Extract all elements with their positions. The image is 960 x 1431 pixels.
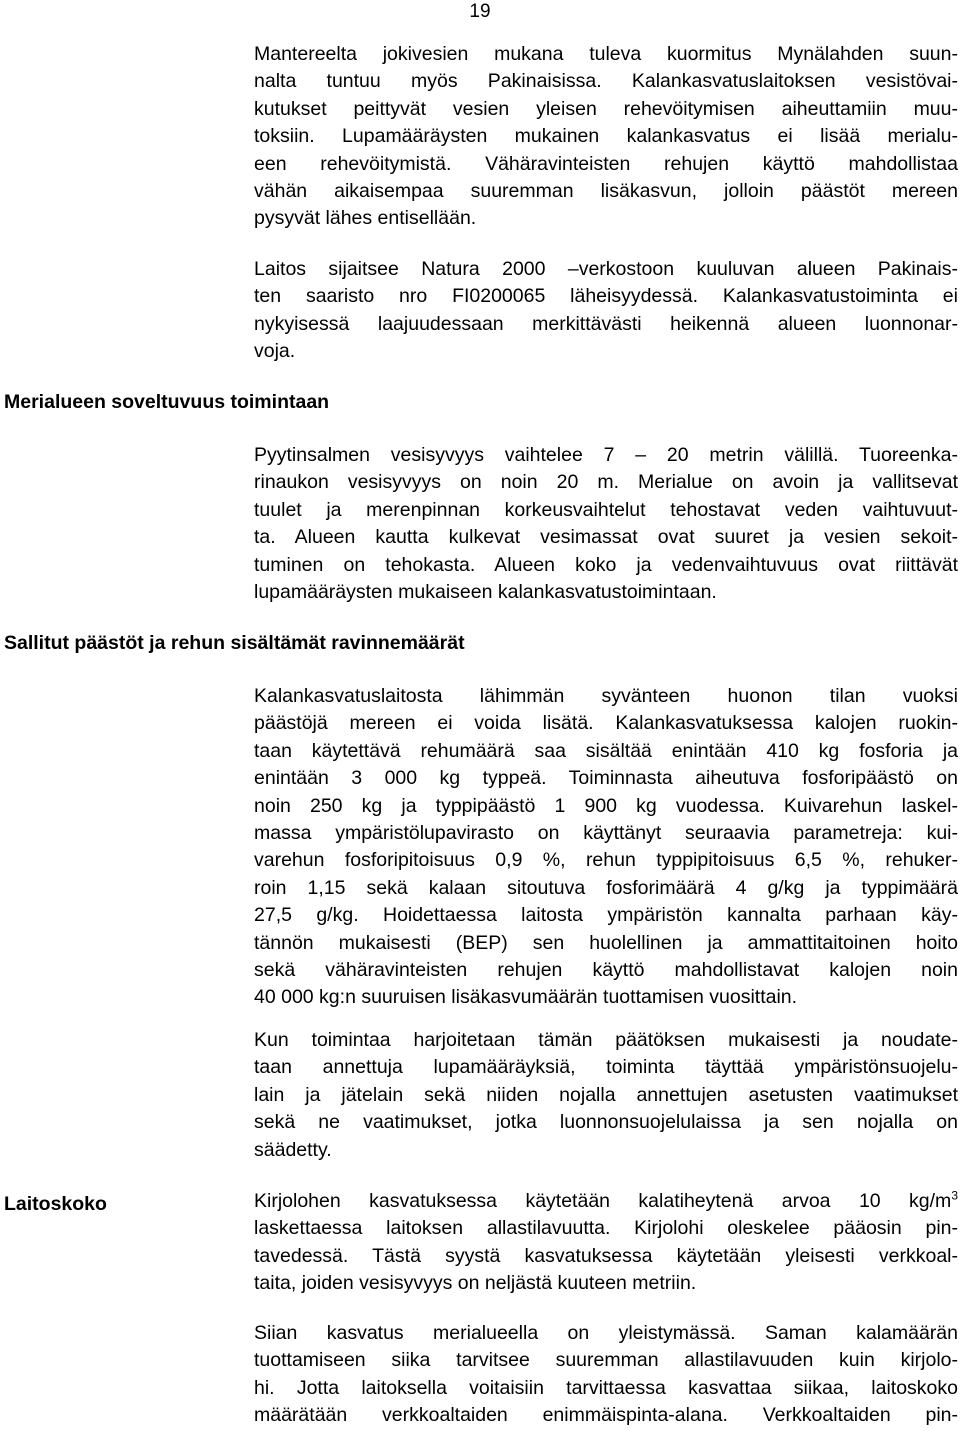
text-line: tännön mukaisesti (BEP) sen huolellinen ja ammattitaitoinen hoito [254, 931, 958, 954]
text-line: toksiin. Lupamääräysten mukainen kalankasvatus ei lisää merialu- [254, 125, 958, 148]
text-line: enintään 3 000 kg typpeä. Toiminnasta aiheutuva fosforipäästö on [254, 767, 958, 790]
text-line: taan annettuja lupamääräyksiä, toiminta täyttää ympäristönsuojelu- [254, 1056, 958, 1079]
text-line: nykyisessä laajuudessaan merkittävästi heikennä alueen luonnonar- [254, 312, 958, 335]
text-segment: Kirjolohen kasvatuksessa käytetään kalatiheytenä arvoa 10 kg/m [254, 1190, 952, 1212]
text-line: määrätään verkkoaltaiden enimmäispinta-alana. Verkkoaltaiden pin- [254, 1404, 958, 1427]
text-line: hi. Jotta laitoksella voitaisiin tarvittaessa kasvattaa siikaa, laitoskoko [254, 1376, 958, 1399]
text-line: Kun toimintaa harjoitetaan tämän päätöksen mukaisesti ja noudate- [254, 1029, 958, 1051]
text-line: voja. [254, 340, 296, 363]
text-line: sekä ne vaatimukset, jotka luonnonsuojelulaissa ja sen nojalla on [254, 1111, 958, 1134]
text-line: roin 1,15 sekä kalaan sitoutuva fosforimäärä 4 g/kg ja typpimäärä [254, 876, 958, 899]
text-line: massa ympäristölupavirasto on käyttänyt seuraavia parametreja: kui- [254, 822, 958, 845]
page-number: 19 [469, 1, 491, 22]
paragraph-water-depth [254, 442, 958, 606]
section-heading-emissions: Sallitut päästöt ja rehun sisältämät ravinnemäärät [4, 632, 465, 654]
paragraph-trout-density [254, 1188, 958, 1298]
text-line: Kalankasvatuslaitosta lähimmän syvänteen huonon tilan vuoksi [254, 685, 958, 707]
text-line: lain ja jätelain sekä niiden nojalla annettujen asetusten vaatimukset [254, 1083, 958, 1106]
text-line [254, 1188, 958, 1215]
text-line: varehun fosforipitoisuus 0,9 %, rehun typpipitoisuus 6,5 %, rehuker- [254, 849, 958, 872]
text-line: laskettaessa laitoksen allastilavuutta. Kirjolohi oleskelee pääosin pin- [254, 1217, 958, 1240]
text-line: päästöjä mereen ei voida lisätä. Kalankasvatuksessa kalojen ruokin- [254, 712, 958, 735]
section-heading-suitability: Merialueen soveltuvuus toimintaan [4, 391, 330, 413]
paragraph-compliance [254, 1027, 958, 1164]
text-line: pysyvät lähes entisellään. [254, 207, 477, 230]
paragraph-load-impact [254, 41, 958, 233]
text-line: kutukset peittyvät vesien yleisen rehevöitymisen aiheuttamiin muu- [254, 97, 958, 120]
text-line: lupamääräysten mukaiseen kalankasvatustoimintaan. [254, 581, 717, 604]
text-line: taan käytettävä rehumäärä saa sisältää enintään 410 kg fosforia ja [254, 739, 958, 762]
text-line: tuulet ja merenpinnan korkeusvaihtelut tehostavat veden vaihtuvuut- [254, 498, 958, 521]
paragraph-natura [254, 256, 958, 366]
text-line: Mantereelta jokivesien mukana tuleva kuormitus Mynälahden suun- [254, 43, 958, 65]
text-line: ta. Alueen kautta kulkevat vesimassat ovat suuret ja vesien sekoit- [254, 526, 958, 549]
text-line: Laitos sijaitsee Natura 2000 –verkostoon kuuluvan alueen Pakinais- [254, 258, 958, 280]
text-line: säädetty. [254, 1138, 332, 1161]
text-line: tuottamiseen siika tarvitsee suuremman allastilavuuden kuin kirjolo- [254, 1349, 958, 1372]
superscript: 3 [951, 1188, 958, 1203]
text-line: tuminen on tehokasta. Alueen koko ja vedenvaihtuvuus ovat riittävät [254, 553, 958, 576]
paragraph-whitefish [254, 1320, 958, 1430]
text-line: rinaukon vesisyvyys on noin 20 m. Merialue on avoin ja vallitsevat [254, 471, 958, 494]
text-line: Pyytinsalmen vesisyvyys vaihtelee 7 – 20 metrin välillä. Tuoreenka- [254, 444, 958, 466]
text-line: een rehevöitymistä. Vähäravinteisten rehujen käyttö mahdollistaa [254, 152, 958, 175]
text-line: nalta tuntuu myös Pakinaisissa. Kalankasvatuslaitoksen vesistövai- [254, 70, 958, 93]
section-heading-size: Laitoskoko [4, 1193, 107, 1215]
text-line: taita, joiden vesisyvyys on neljästä kuuteen metriin. [254, 1272, 697, 1295]
text-line: 40 000 kg:n suuruisen lisäkasvumäärän tuottamisen vuosittain. [254, 986, 798, 1009]
text-line: tavedessä. Tästä syystä kasvatuksessa käytetään yleisesti verkkoal- [254, 1244, 958, 1267]
text-line: sekä vähäravinteisten rehujen käyttö mahdollistavat kalojen noin [254, 959, 958, 982]
text-line: Siian kasvatus merialueella on yleistymässä. Saman kalamäärän [254, 1322, 958, 1344]
text-line: noin 250 kg ja typpipäästö 1 900 kg vuodessa. Kuivarehun laskel- [254, 794, 958, 817]
text-line: 27,5 g/kg. Hoidettaessa laitosta ympäristön kannalta parhaan käy- [254, 904, 958, 927]
paragraph-emission-limits [254, 683, 958, 1012]
text-line: ten saaristo nro FI0200065 läheisyydessä. Kalankasvatustoiminta ei [254, 285, 958, 308]
text-line: vähän aikaisempaa suuremman lisäkasvun, jolloin päästöt mereen [254, 180, 958, 203]
